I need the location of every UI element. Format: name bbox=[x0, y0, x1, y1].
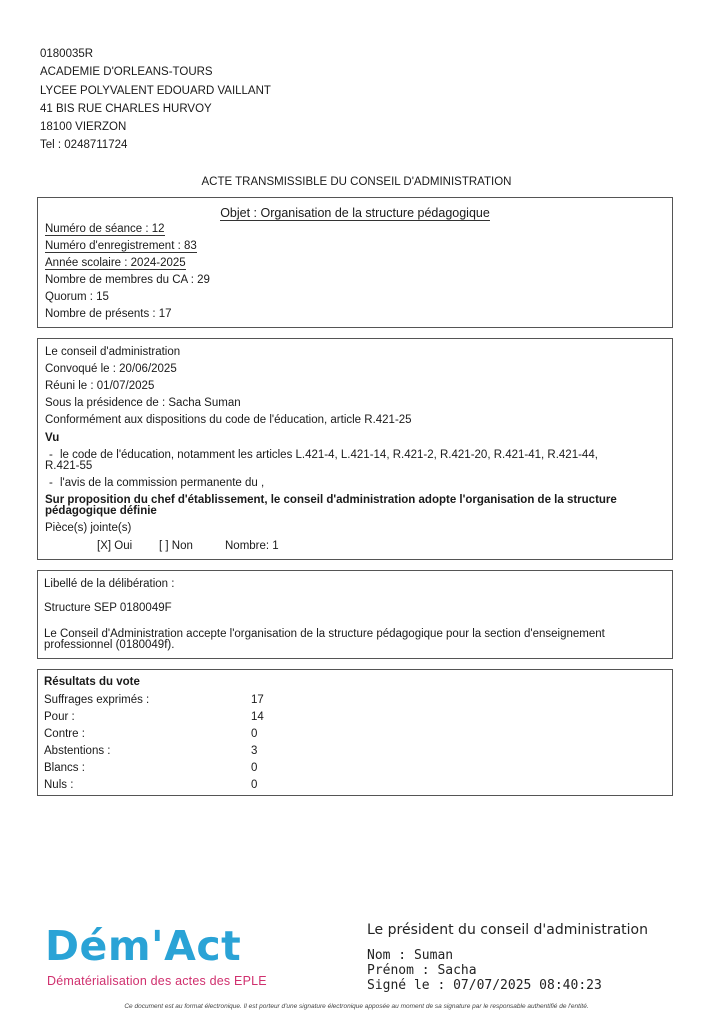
signature-name: Nom : Suman bbox=[367, 948, 454, 963]
attachments-no-checkbox: [ ] Non bbox=[159, 540, 193, 552]
proposition-text: Sur proposition du chef d'établissement, le conseil d'administration adopte l'organisation de la structure bbox=[45, 494, 617, 506]
vote-value-against: 0 bbox=[251, 728, 258, 740]
seance-number: Numéro de séance : 12 bbox=[45, 223, 165, 235]
attachments-count: Nombre: 1 bbox=[225, 540, 279, 552]
vote-label-against: Contre : bbox=[44, 728, 85, 740]
vote-value-for: 14 bbox=[251, 711, 264, 723]
council-label: Le conseil d'administration bbox=[45, 346, 181, 358]
signature-title: Le président du conseil d'administration bbox=[367, 922, 648, 938]
present-count: Nombre de présents : 17 bbox=[45, 308, 172, 320]
signature-firstname: Prénom : Sacha bbox=[367, 963, 477, 978]
header-street: 41 BIS RUE CHARLES HURVOY bbox=[40, 102, 212, 115]
vu-dash-1: - bbox=[49, 449, 53, 461]
vote-label-abstentions: Abstentions : bbox=[44, 745, 111, 757]
chairperson: Sous la présidence de : Sacha Suman bbox=[45, 397, 241, 409]
meeting-info-box bbox=[37, 197, 673, 328]
header-phone: Tel : 0248711724 bbox=[40, 139, 128, 152]
vote-value-abstentions: 3 bbox=[251, 745, 258, 757]
vote-label-null: Nuls : bbox=[44, 779, 74, 791]
header-uai: 0180035R bbox=[40, 48, 94, 60]
document-title: ACTE TRANSMISSIBLE DU CONSEIL D'ADMINISTRATION bbox=[201, 176, 512, 188]
vote-results-box bbox=[37, 669, 673, 796]
vu-item-code-cont: R.421-55 bbox=[45, 460, 93, 472]
deliberation-text: Le Conseil d'Administration accepte l'organisation de la structure pédagogique pour la section d'enseignement bbox=[44, 628, 605, 640]
header-school-name: LYCEE POLYVALENT EDOUARD VAILLANT bbox=[40, 84, 271, 97]
deliberation-structure: Structure SEP 0180049F bbox=[44, 602, 172, 614]
registration-number: Numéro d'enregistrement : 83 bbox=[45, 240, 197, 252]
school-header bbox=[40, 45, 271, 155]
vote-value-expressed: 17 bbox=[251, 694, 264, 706]
vote-value-null: 0 bbox=[251, 779, 258, 791]
signature-date: Signé le : 07/07/2025 08:40:23 bbox=[367, 978, 602, 993]
demact-logo: Dém'Act bbox=[45, 922, 242, 970]
attachments-label: Pièce(s) jointe(s) bbox=[45, 522, 132, 534]
objet-label: Objet : Organisation de la structure pédagogique bbox=[220, 206, 490, 220]
vote-label-expressed: Suffrages exprimés : bbox=[44, 694, 150, 706]
header-academie: ACADEMIE D'ORLEANS-TOURS bbox=[40, 66, 213, 79]
convened-date: Convoqué le : 20/06/2025 bbox=[45, 363, 177, 375]
vote-value-blank: 0 bbox=[251, 762, 258, 774]
vote-label-blank: Blancs : bbox=[44, 762, 85, 774]
proposition-text-cont: pédagogique définie bbox=[45, 505, 157, 517]
school-year: Année scolaire : 2024-2025 bbox=[45, 257, 186, 269]
legal-basis: Conformément aux dispositions du code de l'éducation, article R.421-25 bbox=[45, 414, 412, 426]
demact-tagline: Dématérialisation des actes des EPLE bbox=[47, 974, 267, 988]
meeting-date: Réuni le : 01/07/2025 bbox=[45, 380, 155, 392]
vu-item-code: le code de l'éducation, notamment les articles L.421-4, L.421-14, R.421-2, R.421-20, R.421-41, R.421-44, bbox=[60, 449, 598, 461]
deliberation-box bbox=[37, 570, 673, 659]
quorum: Quorum : 15 bbox=[45, 291, 109, 303]
member-count: Nombre de membres du CA : 29 bbox=[45, 274, 210, 286]
vote-results-title: Résultats du vote bbox=[44, 676, 140, 688]
vu-heading: Vu bbox=[45, 432, 60, 444]
council-box bbox=[37, 338, 673, 560]
deliberation-text-cont: professionnel (0180049f). bbox=[44, 639, 175, 651]
electronic-signature-footnote: Ce document est au format électronique. Il est porteur d'une signature électronique apposée au moment de sa signature par le responsable authentifié de l'entité. bbox=[124, 1003, 589, 1010]
header-city: 18100 VIERZON bbox=[40, 121, 127, 134]
attachments-yes-checkbox: [X] Oui bbox=[97, 540, 133, 552]
vu-item-commission: l'avis de la commission permanente du , bbox=[60, 477, 265, 489]
deliberation-label: Libellé de la délibération : bbox=[44, 578, 175, 590]
vote-label-for: Pour : bbox=[44, 711, 75, 723]
vu-dash-2: - bbox=[49, 477, 53, 489]
